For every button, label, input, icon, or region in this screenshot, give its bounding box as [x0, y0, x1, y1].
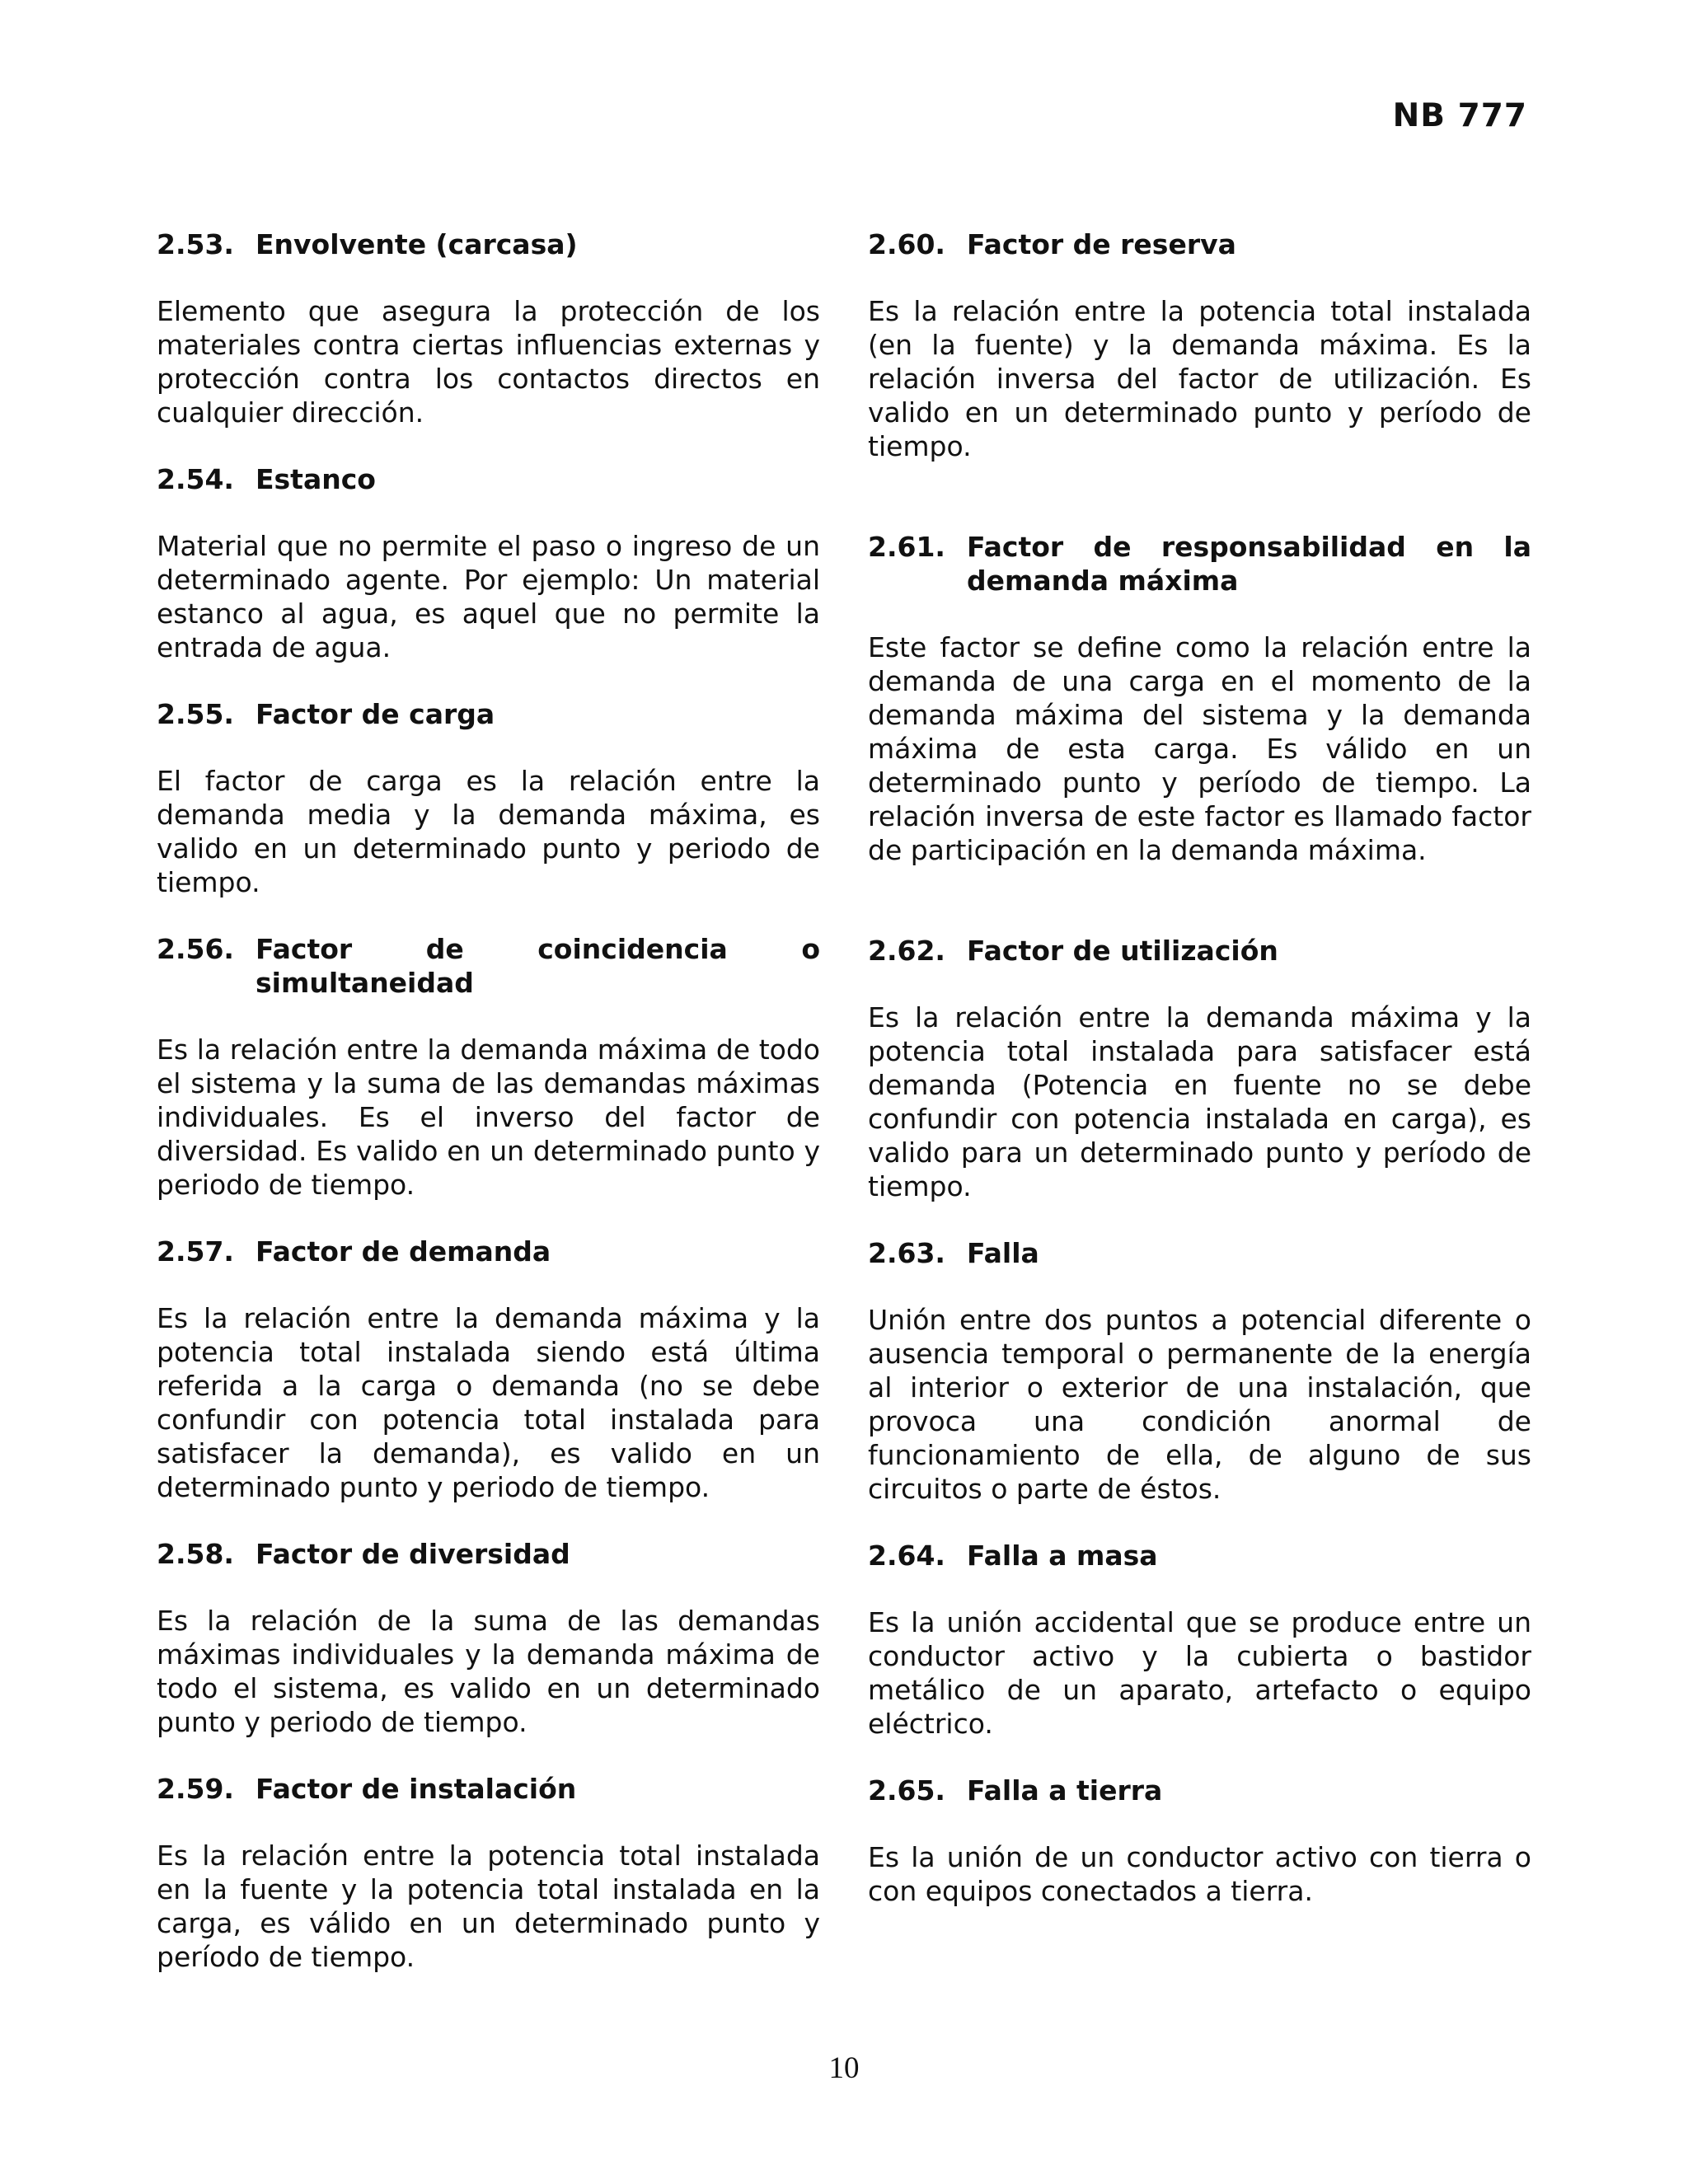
section-title-line1: Factor de responsabilidad en la [967, 531, 1531, 563]
definition-2-61 [868, 530, 1531, 867]
definition-2-60 [868, 227, 1531, 463]
left-column [157, 227, 820, 2007]
definition-2-56 [157, 932, 820, 1202]
section-body: Es la relación entre la demanda máxima de todo el sistema y la suma de las demandas máximas individuales. Es el inverso del factor de diversidad. Es valido en un determinado punto y periodo de tiempo. [157, 1033, 820, 1201]
section-number: 2.57. [157, 1235, 234, 1268]
right-column [868, 227, 1531, 1941]
section-heading [157, 1772, 820, 1806]
section-title: Factor de reserva [967, 228, 1236, 260]
section-heading [157, 1537, 820, 1571]
section-body: Es la unión accidental que se produce entre un conductor activo y la cubierta o bastidor metálico de un aparato, artefacto o equipo eléctrico. [868, 1606, 1531, 1740]
section-title [256, 932, 820, 1000]
section-heading [157, 932, 820, 1000]
definition-2-53 [157, 227, 820, 429]
section-heading [157, 1235, 820, 1268]
section-body: Es la relación entre la potencia total instalada (en la fuente) y la demanda máxima. Es la relación inversa del factor de utilización. Es valido en un determinado punto y período de tiempo. [868, 295, 1531, 462]
section-body: El factor de carga es la relación entre la demanda media y la demanda máxima, es valido en un determinado punto y periodo de tiempo. [157, 765, 820, 898]
definition-2-54 [157, 462, 820, 664]
section-number: 2.58. [157, 1538, 234, 1570]
section-title-line2: demanda máxima [967, 565, 1239, 597]
section-heading [868, 227, 1531, 261]
section-number: 2.59. [157, 1773, 234, 1805]
section-title: Falla [967, 1237, 1039, 1269]
section-heading [868, 934, 1531, 968]
section-title [967, 530, 1531, 598]
definition-2-59 [157, 1772, 820, 1974]
section-body: Unión entre dos puntos a potencial diferente o ausencia temporal o permanente de la energía al interior o exterior de una instalación, que provoca una condición anormal de funcionamiento de ella, de alguno de sus circuitos o parte de éstos. [868, 1304, 1531, 1505]
section-title: Factor de demanda [256, 1235, 551, 1268]
section-title-line2: simultaneidad [256, 967, 474, 999]
section-number: 2.65. [868, 1774, 945, 1807]
page-number: 10 [828, 2051, 860, 2085]
definition-2-63 [868, 1236, 1531, 1506]
section-heading [157, 227, 820, 261]
section-title-line1: Factor de coincidencia o [256, 933, 820, 965]
section-heading [157, 462, 820, 496]
section-number: 2.54. [157, 463, 234, 495]
section-number: 2.53. [157, 228, 234, 260]
section-body: Es la relación entre la potencia total instalada en la fuente y la potencia total instalada en la carga, es válido en un determinado punto y período de tiempo. [157, 1840, 820, 1973]
definition-2-64 [868, 1539, 1531, 1741]
section-body: Es la relación entre la demanda máxima y la potencia total instalada para satisfacer está demanda (Potencia en fuente no se debe confundir con potencia instalada en carga), es valido para un determinado punto y período de tiempo. [868, 1001, 1531, 1202]
section-number: 2.64. [868, 1540, 945, 1572]
document-code: NB 777 [1392, 97, 1527, 134]
section-body: Este factor se define como la relación entre la demanda de una carga en el momento de la demanda máxima del sistema y la demanda máxima de esta carga. Es válido en un determinado punto y período de tiempo. La relación inversa de este factor es llamado factor de participación en la demanda máxima. [868, 631, 1531, 866]
section-number: 2.62. [868, 935, 945, 967]
section-heading [157, 697, 820, 731]
definition-2-58 [157, 1537, 820, 1739]
definition-2-57 [157, 1235, 820, 1504]
section-body: Material que no permite el paso o ingreso de un determinado agente. Por ejemplo: Un material estanco al agua, es aquel que no permite la entrada de agua. [157, 530, 820, 663]
section-body: Es la relación entre la demanda máxima y la potencia total instalada siendo está última referida a la carga o demanda (no se debe confundir con potencia total instalada para satisfacer la demanda), es valido en un determinado punto y periodo de tiempo. [157, 1302, 820, 1503]
section-title: Envolvente (carcasa) [256, 228, 578, 260]
section-title: Factor de carga [256, 698, 495, 730]
section-number: 2.55. [157, 698, 234, 730]
section-heading [868, 1236, 1531, 1270]
definition-2-65 [868, 1774, 1531, 1908]
section-number: 2.60. [868, 228, 945, 260]
section-title: Factor de diversidad [256, 1538, 570, 1570]
section-heading [868, 1539, 1531, 1572]
section-title: Falla a tierra [967, 1774, 1163, 1807]
section-number: 2.56. [157, 933, 234, 965]
definition-2-62 [868, 934, 1531, 1203]
section-body: Elemento que asegura la protección de los materiales contra ciertas influencias externas y protección contra los contactos directos en cualquier dirección. [157, 295, 820, 429]
section-title: Factor de instalación [256, 1773, 577, 1805]
section-body: Es la unión de un conductor activo con tierra o con equipos conectados a tierra. [868, 1841, 1531, 1907]
definition-2-55 [157, 697, 820, 899]
section-number: 2.61. [868, 531, 945, 563]
section-title: Falla a masa [967, 1540, 1158, 1572]
section-title: Factor de utilización [967, 935, 1278, 967]
section-number: 2.63. [868, 1237, 945, 1269]
section-heading [868, 530, 1531, 598]
section-title: Estanco [256, 463, 376, 495]
section-body: Es la relación de la suma de las demandas máximas individuales y la demanda máxima de todo el sistema, es valido en un determinado punto y periodo de tiempo. [157, 1605, 820, 1738]
section-heading [868, 1774, 1531, 1807]
